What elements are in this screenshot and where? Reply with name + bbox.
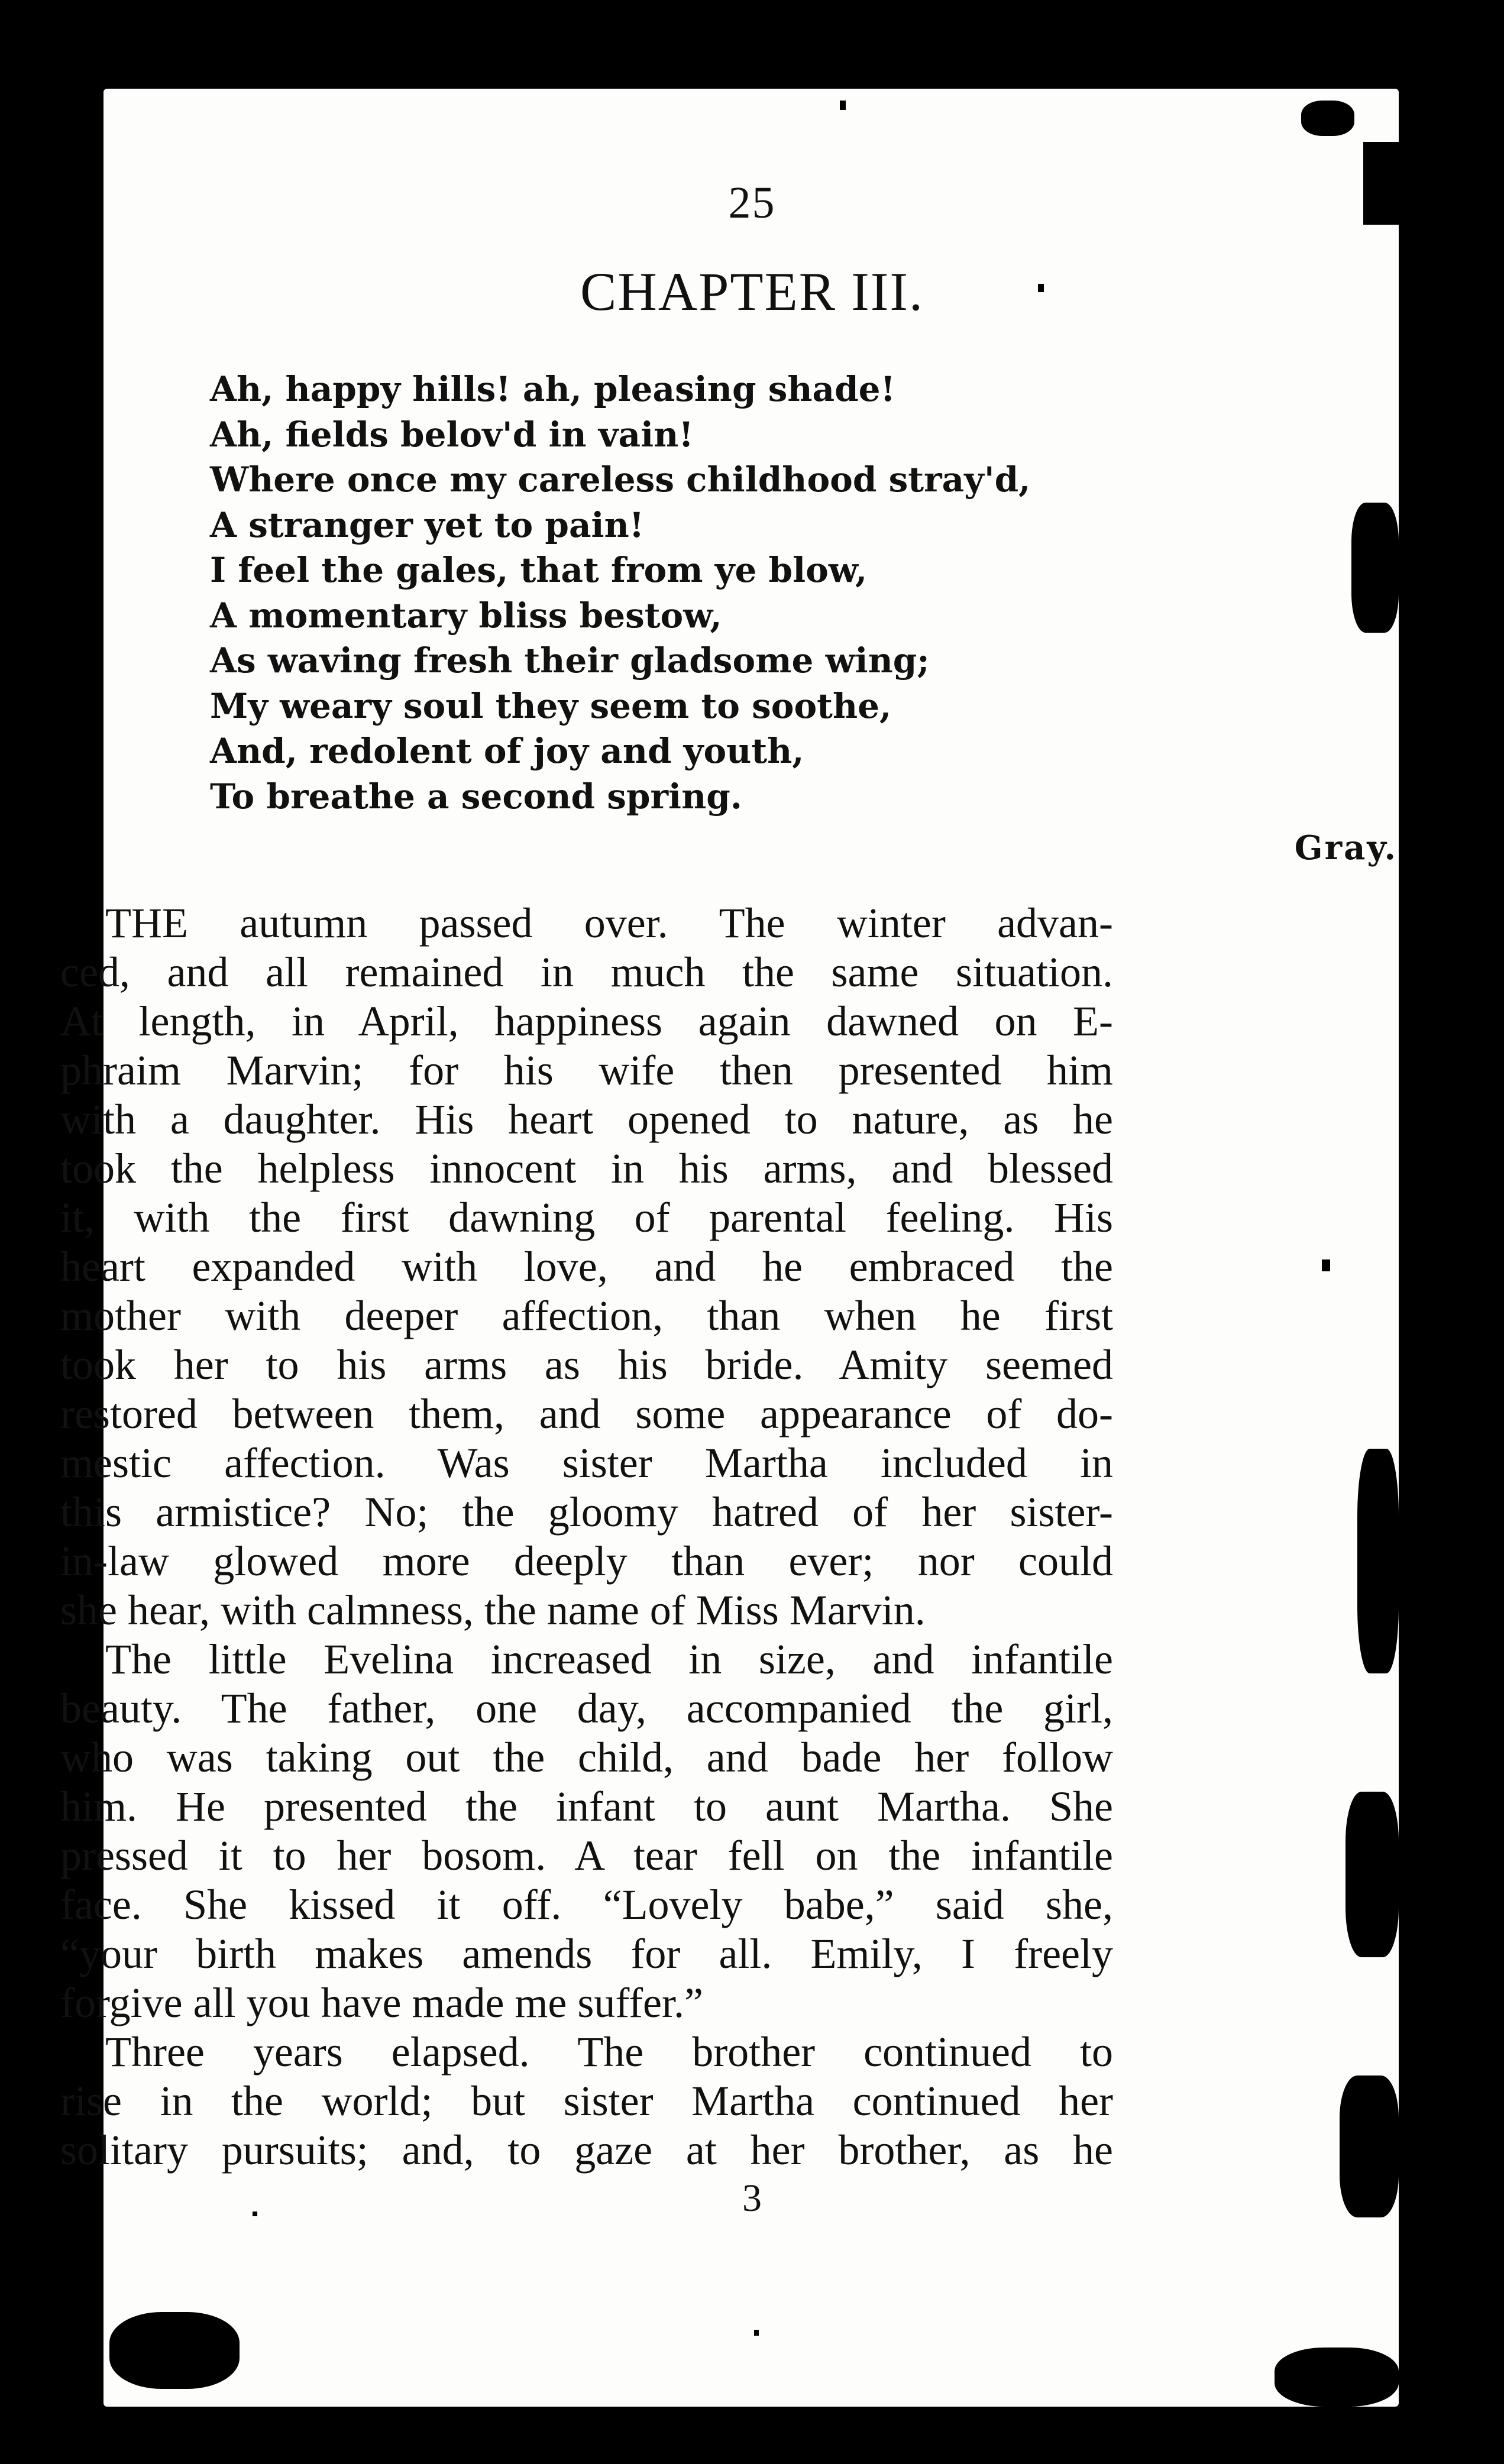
text-line: with a daughter. His heart opened to nature, as he [60, 1096, 1113, 1143]
epigraph-line: My weary soul they seem to soothe, [210, 685, 892, 726]
epigraph-line: A stranger yet to pain! [210, 504, 645, 545]
epigraph-attribution: Gray. [1294, 828, 1398, 867]
text-line: solitary pursuits; and, to gaze at her brother, as he [60, 2126, 1113, 2174]
text-line: took the helpless innocent in his arms, and blessed [60, 1145, 1113, 1192]
text-line: restored between them, and some appearance of do- [60, 1390, 1113, 1437]
scan-speck [1301, 101, 1354, 136]
epigraph-poem [210, 367, 1186, 819]
text-line: phraim Marvin; for his wife then presented him [60, 1047, 1113, 1094]
text-line: it, with the first dawning of parental feeling. His [60, 1194, 1113, 1241]
chapter-title: CHAPTER III. [580, 261, 924, 322]
text-line: who was taking out the child, and bade her follow [60, 1734, 1113, 1781]
body-text [60, 899, 1113, 2175]
text-line: took her to his arms as his bride. Amity seemed [60, 1341, 1113, 1388]
text-line: face. She kissed it off. “Lovely babe,” said she, [60, 1881, 1113, 1928]
text-line: ced, and all remained in much the same situation. [60, 948, 1113, 996]
text-line: heart expanded with love, and he embraced the [60, 1243, 1113, 1290]
epigraph-line: And, redolent of joy and youth, [210, 731, 804, 771]
epigraph-line: Where once my careless childhood stray'd, [210, 459, 1031, 500]
epigraph-line: I feel the gales, that from ye blow, [210, 550, 868, 590]
scan-speck [1357, 1449, 1399, 1673]
scan-speck [1275, 2348, 1399, 2407]
text-line: THE autumn passed over. The winter advan- [105, 899, 1113, 947]
epigraph-line: Ah, fields belov'd in vain! [210, 414, 694, 455]
text-line: rise in the world; but sister Martha continued her [60, 2077, 1113, 2125]
scan-speck [754, 2330, 759, 2336]
text-line: this armistice? No; the gloomy hatred of her sister- [60, 1488, 1113, 1536]
scan-speck [1345, 1792, 1399, 1957]
text-line: him. He presented the infant to aunt Martha. She [60, 1783, 1113, 1830]
text-line: mestic affection. Was sister Martha included in [60, 1439, 1113, 1487]
scan-speck [840, 101, 846, 110]
page-number: 25 [728, 178, 776, 228]
text-line: The little Evelina increased in size, and infantile [105, 1636, 1113, 1683]
epigraph-line: A momentary bliss bestow, [210, 595, 722, 636]
scan-speck [1322, 1259, 1330, 1271]
text-line: beauty. The father, one day, accompanied the girl, [60, 1685, 1113, 1732]
text-line: she hear, with calmness, the name of Miss Marvin. [60, 1586, 926, 1634]
scan-speck [1351, 503, 1399, 633]
epigraph-line: Ah, happy hills! ah, pleasing shade! [210, 369, 896, 409]
scan-speck [109, 2312, 240, 2389]
text-line: mother with deeper affection, than when he first [60, 1292, 1113, 1339]
epigraph-line: To breathe a second spring. [210, 776, 742, 817]
text-line: pressed it to her bosom. A tear fell on the infantile [60, 1832, 1113, 1879]
text-line: “your birth makes amends for all. Emily, I freely [60, 1930, 1113, 1977]
text-line: Three years elapsed. The brother continued to [105, 2028, 1113, 2076]
text-line: in-law glowed more deeply than ever; nor could [60, 1537, 1113, 1585]
text-line: At length, in April, happiness again dawned on E- [60, 998, 1113, 1045]
text-line: forgive all you have made me suffer.” [60, 1979, 703, 2026]
epigraph-line: As waving fresh their gladsome wing; [210, 640, 930, 681]
signature-mark: 3 [742, 2177, 762, 2220]
